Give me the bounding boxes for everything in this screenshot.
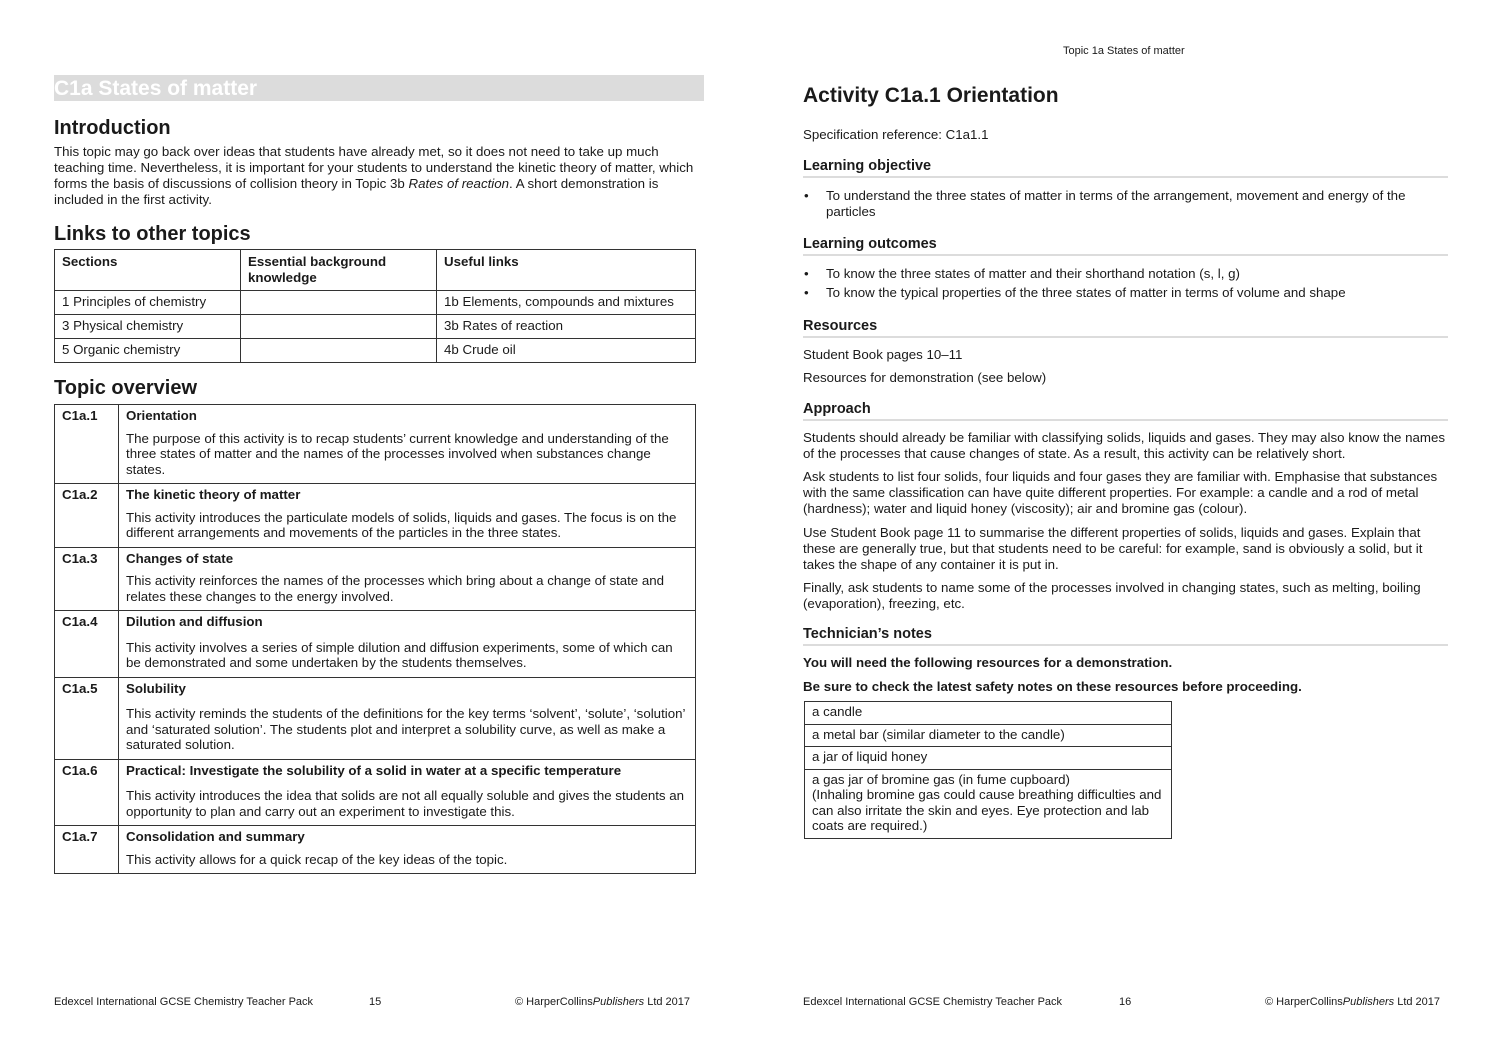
footer-book-title: Edexcel International GCSE Chemistry Teacher Pack [54, 996, 314, 1008]
resource-line: Resources for demonstration (see below) [803, 370, 1047, 385]
specification-reference: Specification reference: C1a1.1 [803, 127, 989, 142]
activity-title: Solubility [126, 680, 186, 696]
links-heading: Links to other topics [54, 223, 251, 245]
activity-cell [119, 484, 696, 548]
table-cell: 4b Crude oil [437, 339, 696, 363]
table-row [805, 702, 1172, 725]
footer-page-number: 16 [1119, 996, 1132, 1008]
copyright-text: © HarperCollins [515, 996, 593, 1008]
table-cell: 5 Organic chemistry [55, 339, 241, 363]
approach-heading: Approach [803, 401, 1448, 421]
intro-text-italic: Rates of reaction [408, 176, 510, 191]
learning-outcome-item: • To know the three states of matter and their shorthand notation (s, l, g) [803, 266, 1448, 282]
activity-description: The purpose of this activity is to recap students’ current knowledge and understanding of the three states of matter and the names of the processes involved when substances change states. [126, 430, 669, 477]
copyright-text-end: Ltd 2017 [1394, 996, 1441, 1008]
activity-title: Practical: Investigate the solubility of a solid in water at a specific temperature [126, 762, 622, 778]
table-row [805, 769, 1172, 838]
table-cell [241, 291, 437, 315]
learning-objective-heading: Learning objective [803, 158, 1448, 178]
approach-paragraph: Ask students to list four solids, four liquids and four gases they are familiar with. Emphasise that substances with the same classification can have quite different properties. For example: a candle and a rod of metal (hardness); water and liquid honey (viscosity); air and bromine gas (colour). [803, 469, 1438, 516]
activity-code: C1a.3 [55, 547, 119, 611]
resource-line: Student Book pages 10–11 [803, 347, 963, 362]
table-row [55, 291, 696, 315]
resources-table [804, 701, 1172, 839]
activity-description: This activity allows for a quick recap of the key ideas of the topic. [126, 851, 508, 867]
introduction-heading: Introduction [54, 117, 171, 139]
activity-code: C1a.5 [55, 677, 119, 759]
table-row [55, 826, 696, 874]
activity-description: This activity introduces the particulate models of solids, liquids and gases. The focus is on the different arrangements and movements of the particles in the three states. [126, 509, 677, 540]
table-row [55, 315, 696, 339]
copyright-italic: Publishers [592, 996, 645, 1008]
chapter-banner: C1a States of matter [54, 75, 704, 101]
table-row [55, 484, 696, 548]
activity-cell [119, 611, 696, 678]
learning-objective-item: • To understand the three states of matter in terms of the arrangement, movement and energy of the particles [803, 188, 1448, 220]
activity-title: The kinetic theory of matter [126, 487, 301, 502]
technician-notes-heading: Technician’s notes [803, 626, 1448, 646]
activity-cell [119, 405, 696, 484]
footer-copyright [515, 996, 690, 1008]
resource-item: a jar of liquid honey [805, 747, 1172, 770]
activity-description: This activity reminds the students of the definitions for the key terms ‘solvent’, ‘solute’, ‘solution’ and ‘saturated solution’. The students plot and interpret a solubility curve, as well as make a saturated solution. [126, 706, 685, 752]
links-col-header: Sections [55, 250, 241, 291]
technician-note: You will need the following resources for a demonstration. [803, 655, 1173, 670]
copyright-text: © HarperCollins [1265, 996, 1343, 1008]
activity-code: C1a.6 [55, 759, 119, 826]
resource-item: a metal bar (similar diameter to the candle) [805, 724, 1172, 747]
table-cell [241, 339, 437, 363]
table-row [55, 405, 696, 484]
introduction-text [54, 144, 694, 208]
copyright-italic: Publishers [1342, 996, 1395, 1008]
table-cell: 3 Physical chemistry [55, 315, 241, 339]
right-page [750, 0, 1500, 1061]
resource-item: a gas jar of bromine gas (in fume cupboard) (Inhaling bromine gas could cause breathing difficulties and can also irritate the skin and eyes. Eye protection and lab coats are required.) [805, 769, 1172, 838]
links-table [54, 249, 696, 363]
technician-safety-note: Be sure to check the latest safety notes on these resources before proceeding. [803, 679, 1302, 694]
activity-title: Consolidation and summary [126, 829, 305, 844]
activity-description: This activity introduces the idea that solids are not all equally soluble and gives the students an opportunity to plan and carry out an experiment to investigate this. [126, 788, 685, 819]
activity-title: Changes of state [126, 550, 234, 566]
table-cell: 1b Elements, compounds and mixtures [437, 291, 696, 315]
approach-paragraph: Finally, ask students to name some of the processes involved in changing states, such as melting, boiling (evaporation), freezing, etc. [803, 580, 1421, 611]
table-row [805, 747, 1172, 770]
activity-code: C1a.1 [55, 405, 119, 484]
activity-cell [119, 826, 696, 874]
links-col-header: Useful links [437, 250, 696, 291]
activity-description: This activity reinforces the names of the processes which bring about a change of state and relates these changes to the energy involved. [126, 573, 665, 604]
table-row [55, 339, 696, 363]
intro-text-part-1: This topic may go back over ideas that students have already met, so it does not need to take up much teaching time. Nevertheless, it is important for your students to understand the kinetic theory of matter, which forms the basis of discussions of collision theory in Topic 3b [54, 144, 694, 191]
table-row [55, 759, 696, 826]
learning-outcomes-heading: Learning outcomes [803, 236, 1448, 256]
links-col-header: Essential background knowledge [241, 250, 437, 291]
table-row [55, 547, 696, 611]
learning-outcome-item: • To know the typical properties of the three states of matter in terms of volume and shape [803, 285, 1448, 301]
approach-paragraph: Use Student Book page 11 to summarise the different properties of solids, liquids and gases. Explain that these are generally true, but that students need to be careful: for example, sand is obviously a solid, but it takes the shape of any container it is put in. [803, 525, 1423, 572]
footer-page-number: 15 [369, 996, 382, 1008]
activity-code: C1a.7 [55, 826, 119, 874]
resources-heading: Resources [803, 318, 1448, 338]
activity-title: Orientation [126, 408, 197, 423]
activity-cell [119, 677, 696, 759]
activity-description: This activity involves a series of simple dilution and diffusion experiments, some of which can be demonstrated and some undertaken by the students themselves. [126, 639, 673, 670]
footer-book-title: Edexcel International GCSE Chemistry Teacher Pack [803, 996, 1063, 1008]
table-row [55, 611, 696, 678]
activity-code: C1a.4 [55, 611, 119, 678]
overview-table [54, 404, 696, 874]
table-row [805, 724, 1172, 747]
table-row [55, 677, 696, 759]
table-cell: 3b Rates of reaction [437, 315, 696, 339]
table-cell: 1 Principles of chemistry [55, 291, 241, 315]
footer-copyright [1265, 996, 1440, 1008]
activity-title: Dilution and diffusion [126, 614, 263, 629]
activity-code: C1a.2 [55, 484, 119, 548]
overview-heading: Topic overview [54, 377, 198, 399]
activity-cell [119, 759, 696, 826]
activity-cell [119, 547, 696, 611]
intro-text-part-2: . A short demonstration is included in the first activity. [54, 176, 659, 207]
resource-item: a candle [805, 702, 1172, 725]
table-cell [241, 315, 437, 339]
approach-paragraph: Students should already be familiar with classifying solids, liquids and gases. They may also know the names of the processes that cause changes of state. As a result, this activity can be relatively short. [803, 430, 1446, 461]
activity-title-heading: Activity C1a.1 Orientation [803, 84, 1059, 107]
copyright-text-end: Ltd 2017 [644, 996, 691, 1008]
links-table-header-row [55, 250, 696, 291]
running-head: Topic 1a States of matter [1063, 45, 1185, 57]
